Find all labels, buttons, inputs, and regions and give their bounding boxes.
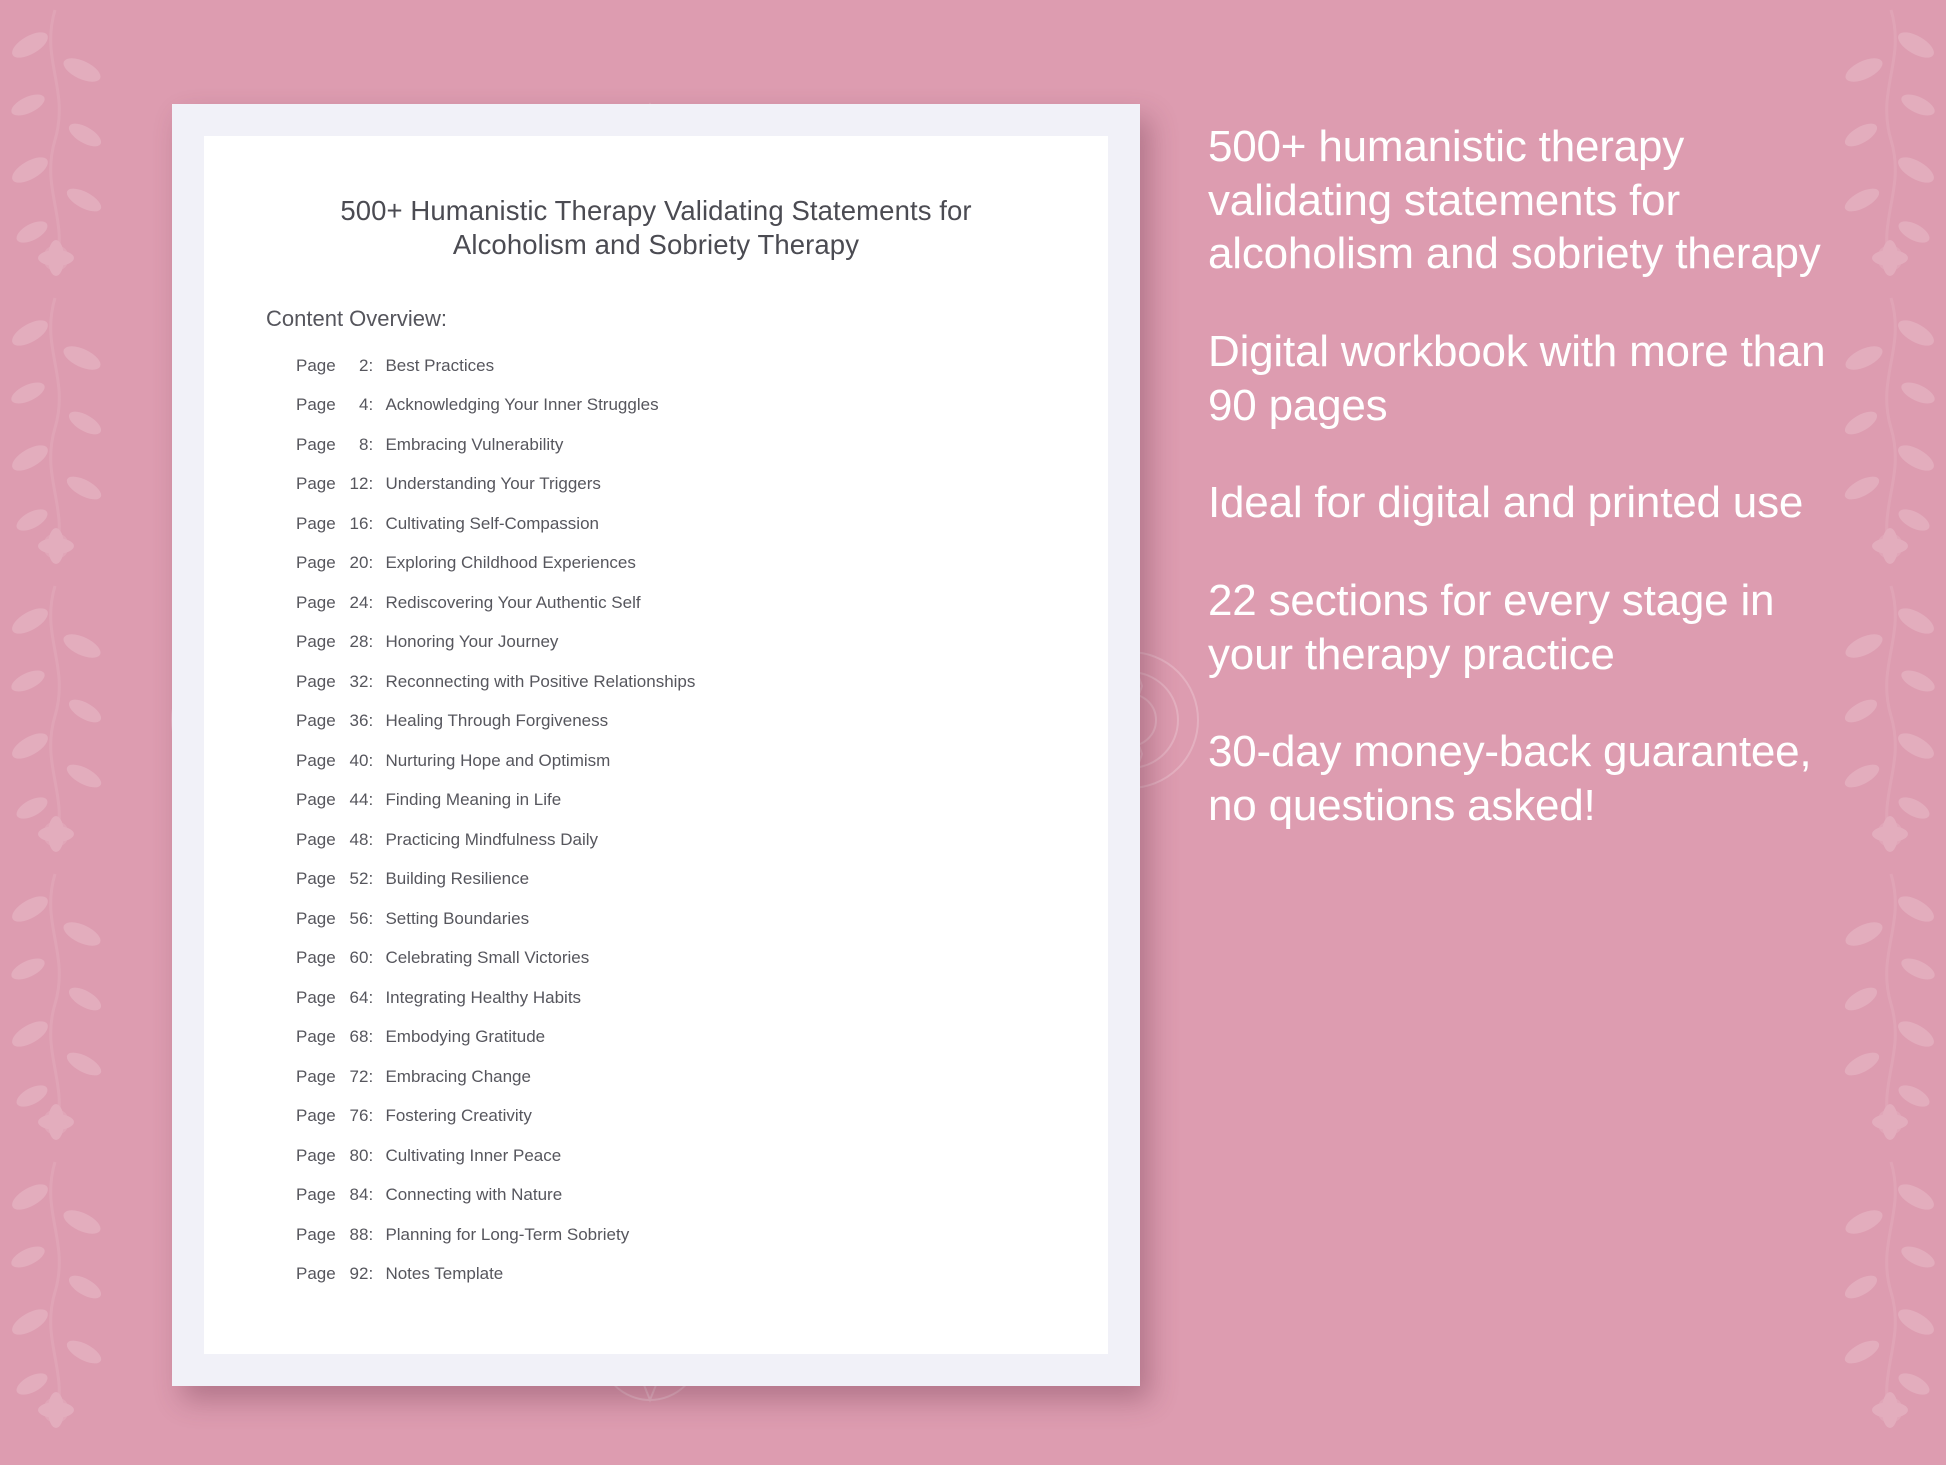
toc-section-label: Embodying Gratitude — [385, 1027, 546, 1047]
toc-row — [204, 948, 1108, 988]
toc-section-label: Celebrating Small Victories — [385, 948, 590, 968]
toc-page-number: Page 88: — [296, 1224, 374, 1244]
toc-row — [204, 869, 1108, 909]
toc-row — [204, 672, 1108, 712]
toc-section-label: Planning for Long-Term Sobriety — [385, 1224, 630, 1244]
toc-section-label: Integrating Healthy Habits — [385, 987, 582, 1007]
toc-page-number: Page 28: — [296, 632, 374, 652]
toc-row — [204, 553, 1108, 593]
toc-page-number: Page 4: — [296, 395, 374, 415]
toc-page-number: Page 76: — [296, 1106, 374, 1126]
toc-row — [204, 751, 1108, 791]
toc-page-number: Page 24: — [296, 592, 374, 612]
toc-page-number: Page 52: — [296, 869, 374, 889]
toc-section-label: Healing Through Forgiveness — [385, 711, 609, 731]
toc-row — [204, 474, 1108, 514]
toc-page-number: Page 2: — [296, 355, 374, 375]
toc-row — [204, 593, 1108, 633]
toc-section-label: Nurturing Hope and Optimism — [385, 750, 611, 770]
toc-row — [204, 711, 1108, 751]
toc-section-label: Understanding Your Triggers — [385, 474, 601, 494]
toc-page-number: Page 68: — [296, 1027, 374, 1047]
toc-page-number: Page 84: — [296, 1185, 374, 1205]
toc-page-number: Page 72: — [296, 1066, 374, 1086]
toc-page-number: Page 16: — [296, 513, 374, 533]
toc-row — [204, 909, 1108, 949]
toc-page-number: Page 40: — [296, 750, 374, 770]
toc-page-number: Page 20: — [296, 553, 374, 573]
floral-border-right — [1826, 0, 1946, 1460]
toc-section-label: Honoring Your Journey — [385, 632, 559, 652]
table-of-contents — [204, 332, 1108, 1304]
content-overview-label: Content Overview: — [266, 305, 447, 331]
toc-row — [204, 356, 1108, 396]
toc-row — [204, 1185, 1108, 1225]
toc-section-label: Notes Template — [385, 1264, 504, 1284]
floral-border-left — [0, 0, 120, 1460]
toc-page-number: Page 36: — [296, 711, 374, 731]
toc-section-label: Setting Boundaries — [385, 908, 530, 928]
marketing-copy — [1208, 120, 1828, 833]
floral-vine-svg-left — [0, 0, 120, 1460]
toc-row — [204, 830, 1108, 870]
floral-vine-svg-right — [1826, 0, 1946, 1460]
toc-section-label: Cultivating Self-Compassion — [385, 513, 599, 533]
toc-section-label: Embracing Vulnerability — [385, 434, 564, 454]
toc-page-number: Page 60: — [296, 948, 374, 968]
marketing-copy-line: Digital workbook with more than 90 pages — [1208, 327, 1826, 430]
toc-row — [204, 1146, 1108, 1186]
toc-row — [204, 1067, 1108, 1107]
toc-page-number: Page 56: — [296, 908, 374, 928]
toc-section-label: Finding Meaning in Life — [385, 790, 562, 810]
toc-row — [204, 988, 1108, 1028]
toc-row — [204, 1027, 1108, 1067]
toc-page-number: Page 12: — [296, 474, 374, 494]
toc-page-number: Page 32: — [296, 671, 374, 691]
toc-section-label: Acknowledging Your Inner Struggles — [385, 395, 659, 415]
workbook-page-mockup — [172, 104, 1140, 1386]
toc-section-label: Reconnecting with Positive Relationships — [385, 671, 696, 691]
toc-section-label: Connecting with Nature — [385, 1185, 563, 1205]
toc-row — [204, 514, 1108, 554]
toc-page-number: Page 64: — [296, 987, 374, 1007]
toc-row — [204, 395, 1108, 435]
toc-section-label: Fostering Creativity — [385, 1106, 532, 1126]
toc-page-number: Page 48: — [296, 829, 374, 849]
marketing-copy-line: 500+ humanistic therapy validating statements for alcoholism and sobriety therapy — [1208, 122, 1821, 279]
toc-row — [204, 1106, 1108, 1146]
toc-section-label: Rediscovering Your Authentic Self — [385, 592, 641, 612]
toc-row — [204, 632, 1108, 672]
toc-page-number: Page 8: — [296, 434, 374, 454]
page-title: 500+ Humanistic Therapy Validating Statements for Alcoholism and Sobriety Therapy — [340, 195, 972, 260]
marketing-copy-line: 30-day money-back guarantee, no questions asked! — [1208, 727, 1812, 831]
toc-page-number: Page 80: — [296, 1145, 374, 1165]
toc-page-number: Page 92: — [296, 1264, 374, 1284]
toc-section-label: Practicing Mindfulness Daily — [385, 829, 599, 849]
toc-row — [204, 1264, 1108, 1304]
toc-row — [204, 790, 1108, 830]
toc-section-label: Exploring Childhood Experiences — [385, 553, 636, 573]
toc-section-label: Best Practices — [385, 355, 495, 375]
toc-row — [204, 435, 1108, 475]
page-content-area — [204, 136, 1108, 1354]
marketing-copy-line: Ideal for digital and printed use — [1208, 478, 1804, 528]
toc-row — [204, 1225, 1108, 1265]
toc-page-number: Page 44: — [296, 790, 374, 810]
toc-section-label: Building Resilience — [385, 869, 530, 889]
toc-section-label: Embracing Change — [385, 1066, 531, 1086]
marketing-copy-line: 22 sections for every stage in your therapy practice — [1208, 576, 1775, 679]
toc-section-label: Cultivating Inner Peace — [385, 1145, 562, 1165]
